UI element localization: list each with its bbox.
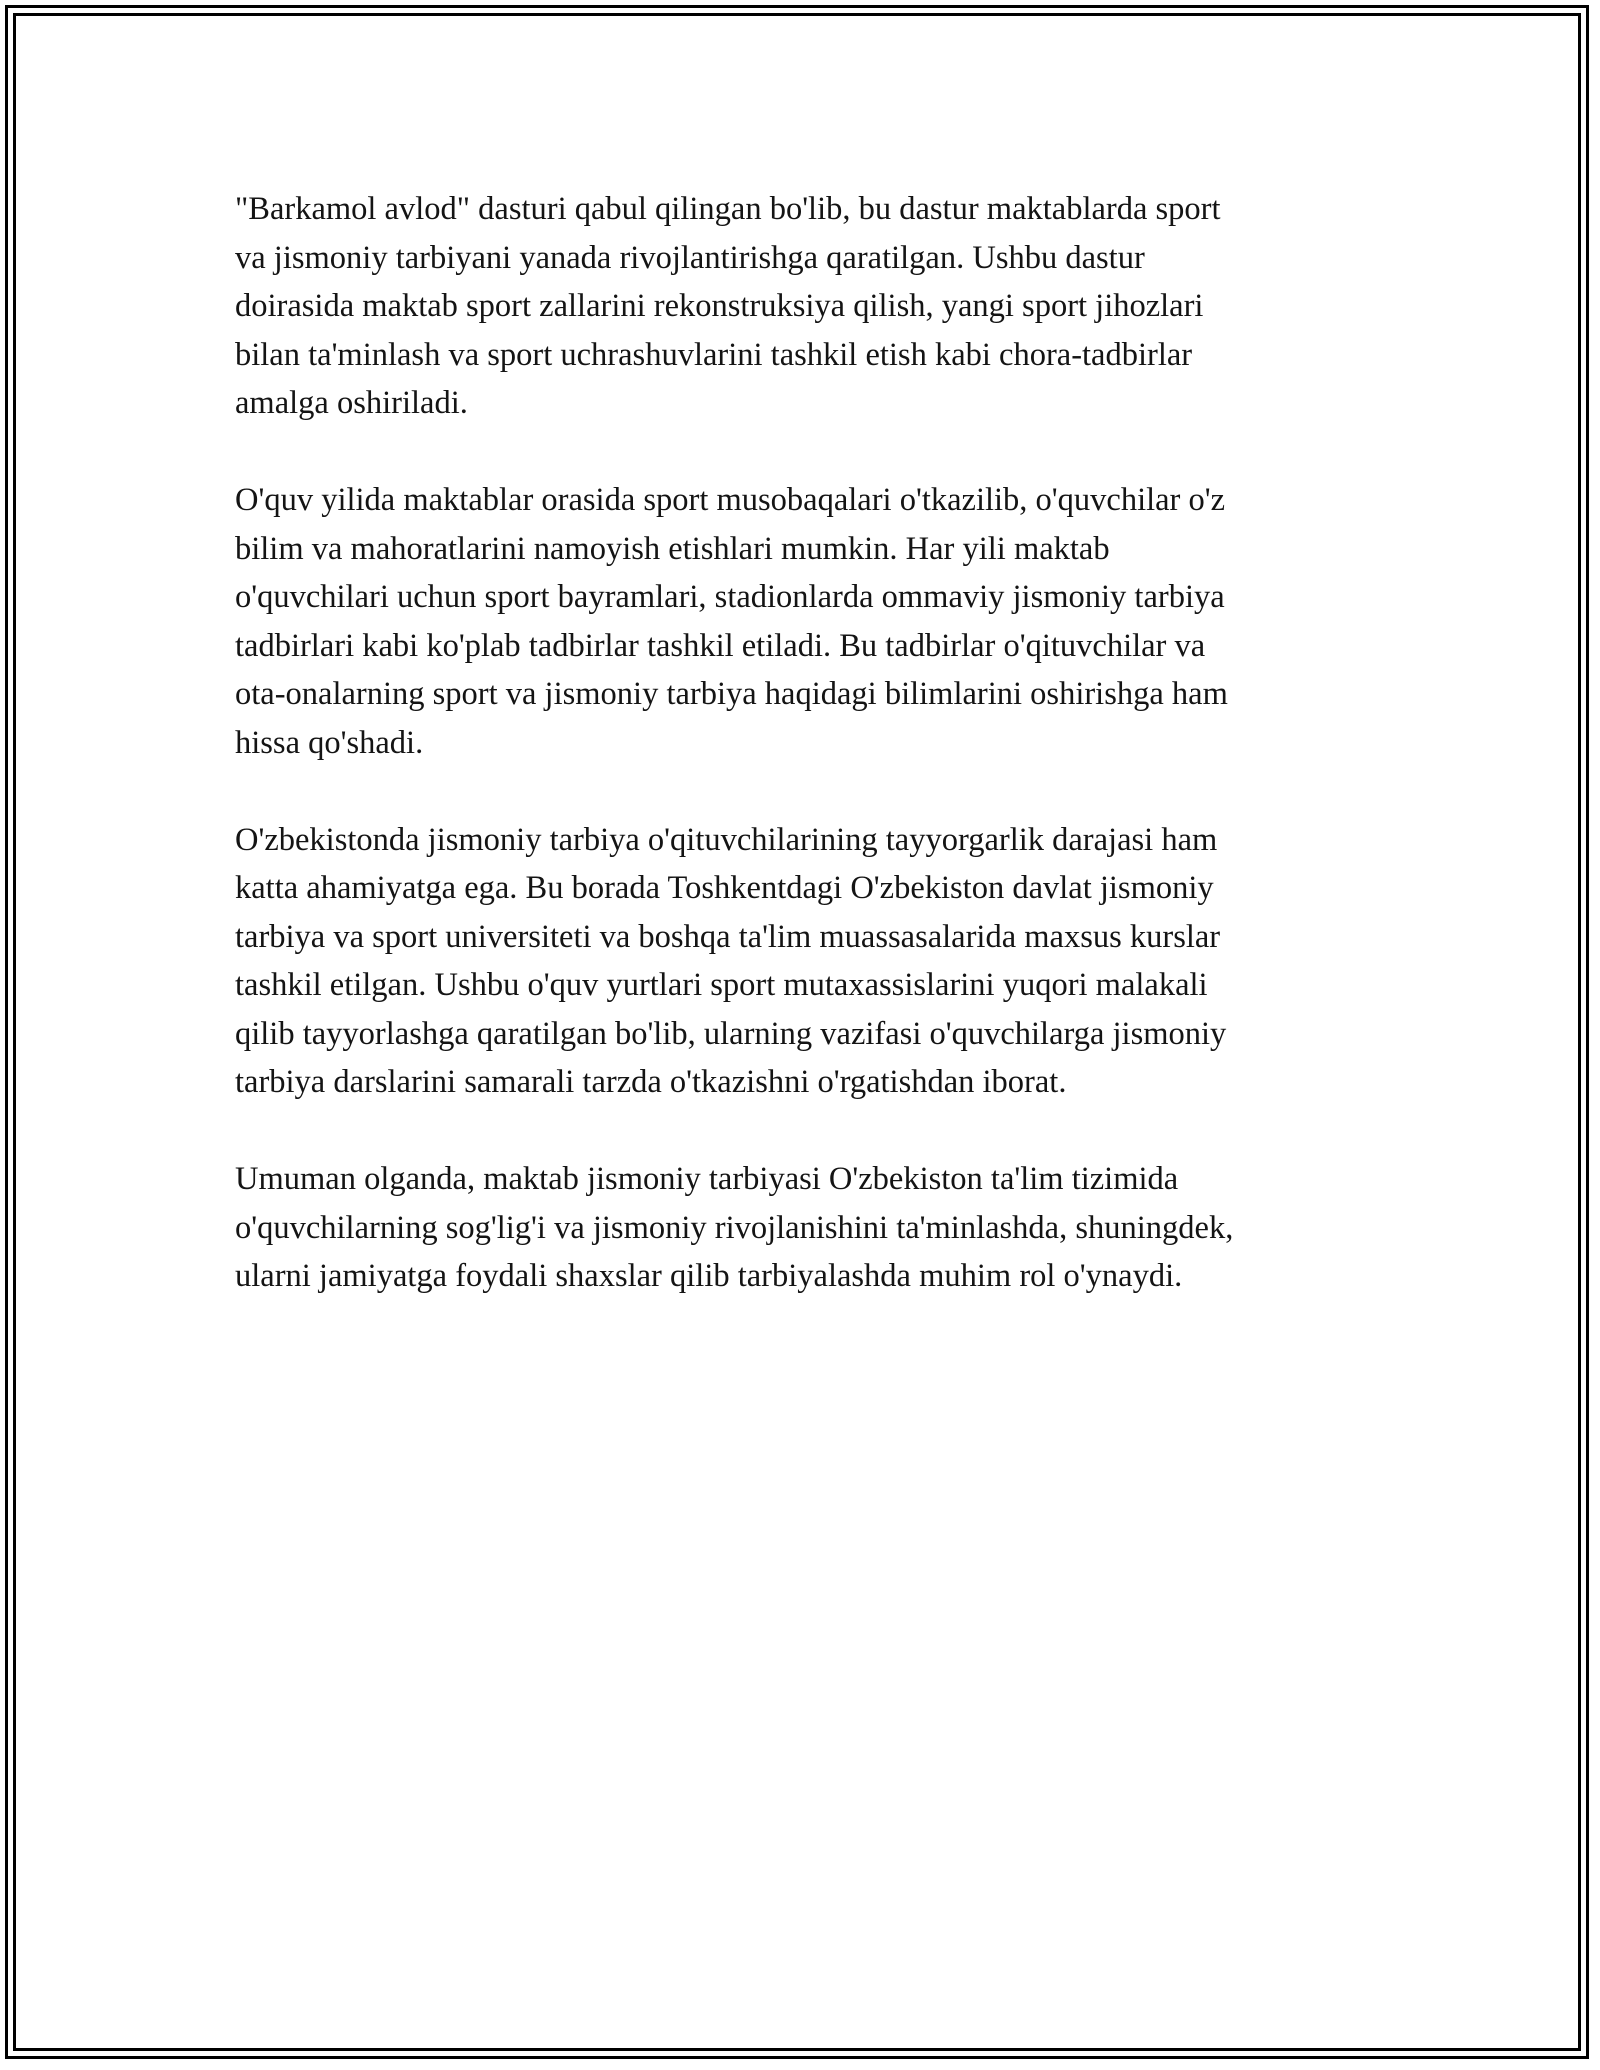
paragraph-conclusion: Umuman olganda, maktab jismoniy tarbiyasi O'zbekiston ta'lim tizimida o'quvchilarning sog'lig'i va jismoniy rivojlanishini ta'minlashda, shuningdek, ularni jamiyatga foydali shaxslar qilib tarbiyalashda muhim rol o'ynaydi. bbox=[235, 1161, 1234, 1294]
document-body bbox=[235, 185, 1375, 1349]
paragraph-barkamol-avlod: "Barkamol avlod" dasturi qabul qilingan bo'lib, bu dastur maktablarda sport va jismoniy tarbiyani yanada rivojlantirishga qaratilgan. Ushbu dastur doirasida maktab sport zallarini rekonstruksiya qilish, yangi sport jihozlari bilan ta'minlash va sport uchrashuvlarini tashkil etish kabi chora-tadbirlar amalga oshiriladi. bbox=[235, 191, 1221, 421]
paragraph-teacher-training: O'zbekistonda jismoniy tarbiya o'qituvchilarining tayyorgarlik darajasi ham katta ahamiyatga ega. Bu borada Toshkentdagi O'zbekiston davlat jismoniy tarbiya va sport universiteti va boshqa ta'lim muassasalarida maxsus kurslar tashkil etilgan. Ushbu o'quv yurtlari sport mutaxassislarini yuqori malakali qilib tayyorlashga qaratilgan bo'lib, ularning vazifasi o'quvchilarga jismoniy tarbiya darslarini samarali tarzda o'tkazishni o'rgatishdan iborat. bbox=[235, 821, 1227, 1100]
paragraph-sport-competitions: O'quv yilida maktablar orasida sport musobaqalari o'tkazilib, o'quvchilar o'z bilim va mahoratlarini namoyish etishlari mumkin. Har yili maktab o'quvchilari uchun sport bayramlari, stadionlarda ommaviy jismoniy tarbiya tadbirlari kabi ko'plab tadbirlar tashkil etiladi. Bu tadbirlar o'qituvchilar va ota-onalarning sport va jismoniy tarbiya haqidagi bilimlarini oshirishga ham hissa qo'shadi. bbox=[235, 482, 1228, 761]
